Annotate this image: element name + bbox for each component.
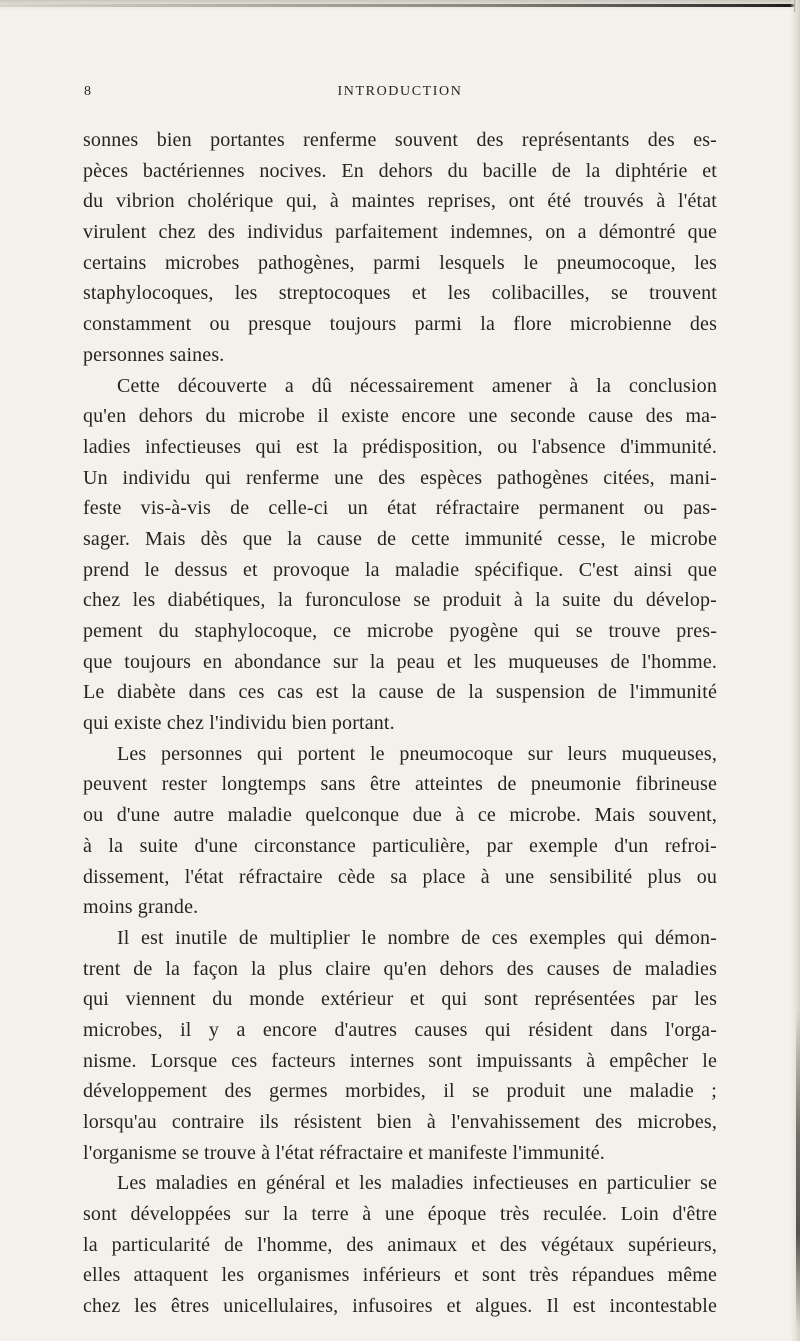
text-line: Le diabète dans ces cas est la cause de la suspension de l'immunité bbox=[83, 681, 717, 704]
text-line: nisme. Lorsque ces facteurs internes sont impuissants à empêcher le bbox=[83, 1049, 717, 1072]
text-line: ou d'une autre maladie quelconque due à ce microbe. Mais souvent, bbox=[83, 804, 717, 827]
text-line: lorsqu'au contraire ils résistent bien à l'envahissement des microbes, bbox=[83, 1111, 717, 1133]
page-number: 8 bbox=[84, 84, 92, 99]
text-line: sager. Mais dès que la cause de cette immunité cesse, le microbe bbox=[83, 527, 717, 550]
text-line: moins grande. bbox=[83, 896, 199, 919]
text-line: chez les êtres unicellulaires, infusoires et algues. Il est incontestable bbox=[83, 1295, 717, 1318]
text-line: elles attaquent les organismes inférieurs et sont très répandues même bbox=[83, 1264, 717, 1287]
text-line: microbes, il y a encore d'autres causes qui résident dans l'orga- bbox=[83, 1018, 717, 1041]
text-line: chez les diabétiques, la furonculose se produit à la suite du dévelop- bbox=[83, 589, 717, 612]
text-line: peuvent rester longtemps sans être atteintes de pneumonie fibrineuse bbox=[83, 773, 717, 796]
text-line: feste vis-à-vis de celle-ci un état réfractaire permanent ou pas- bbox=[83, 497, 717, 520]
scan-top-edge bbox=[0, 4, 795, 7]
text-line: constamment ou presque toujours parmi la flore microbienne des bbox=[83, 313, 717, 336]
text-line: pèces bactériennes nocives. En dehors du bacille de la diphtérie et bbox=[83, 159, 717, 182]
page-right-edge-shadow bbox=[796, 1010, 800, 1330]
text-line: sonnes bien portantes renferme souvent des représentants des es- bbox=[83, 129, 717, 151]
text-line: qui existe chez l'individu bien portant. bbox=[83, 712, 395, 735]
text-line: pement du staphylocoque, ce microbe pyogène qui se trouve pres- bbox=[83, 620, 717, 642]
text-line: certains microbes pathogènes, parmi lesquels le pneumocoque, les bbox=[83, 251, 717, 274]
body-text bbox=[83, 125, 717, 1322]
text-line: Les personnes qui portent le pneumocoque sur leurs muqueuses, bbox=[117, 742, 717, 765]
text-line: ladies infectieuses qui est la prédisposition, ou l'absence d'immunité. bbox=[83, 435, 717, 458]
text-line: développement des germes morbides, il se produit une maladie ; bbox=[83, 1080, 717, 1103]
text-line: l'organisme se trouve à l'état réfractaire et manifeste l'immunité. bbox=[83, 1141, 605, 1164]
text-line: prend le dessus et provoque la maladie spécifique. C'est ainsi que bbox=[83, 558, 717, 581]
text-line: virulent chez des individus parfaitement indemnes, on a démontré que bbox=[83, 221, 717, 244]
text-line: qui viennent du monde extérieur et qui sont représentées par les bbox=[83, 988, 717, 1011]
text-line: à la suite d'une circonstance particulière, par exemple d'un refroi- bbox=[83, 834, 717, 857]
text-line: Il est inutile de multiplier le nombre de ces exemples qui démon- bbox=[117, 926, 717, 949]
text-line: que toujours en abondance sur la peau et les muqueuses de l'homme. bbox=[83, 650, 717, 673]
text-line: Cette découverte a dû nécessairement amener à la conclusion bbox=[117, 374, 717, 397]
text-line: Un individu qui renferme une des espèces pathogènes citées, mani- bbox=[83, 466, 717, 489]
text-line: sont développées sur la terre à une époque très reculée. Loin d'être bbox=[83, 1203, 717, 1226]
text-line: la particularité de l'homme, des animaux et des végétaux supérieurs, bbox=[83, 1233, 717, 1256]
text-line: personnes saines. bbox=[83, 343, 225, 366]
text-line: du vibrion cholérique qui, à maintes reprises, ont été trouvés à l'état bbox=[83, 190, 717, 213]
text-line: trent de la façon la plus claire qu'en dehors des causes de maladies bbox=[83, 957, 717, 980]
text-line: qu'en dehors du microbe il existe encore une seconde cause des ma- bbox=[83, 405, 717, 428]
text-line: staphylocoques, les streptocoques et les colibacilles, se trouvent bbox=[83, 282, 717, 305]
running-title: INTRODUCTION bbox=[337, 84, 463, 99]
text-line: dissement, l'état réfractaire cède sa place à une sensibilité plus ou bbox=[83, 865, 717, 888]
text-line: Les maladies en général et les maladies infectieuses en particulier se bbox=[117, 1172, 717, 1195]
